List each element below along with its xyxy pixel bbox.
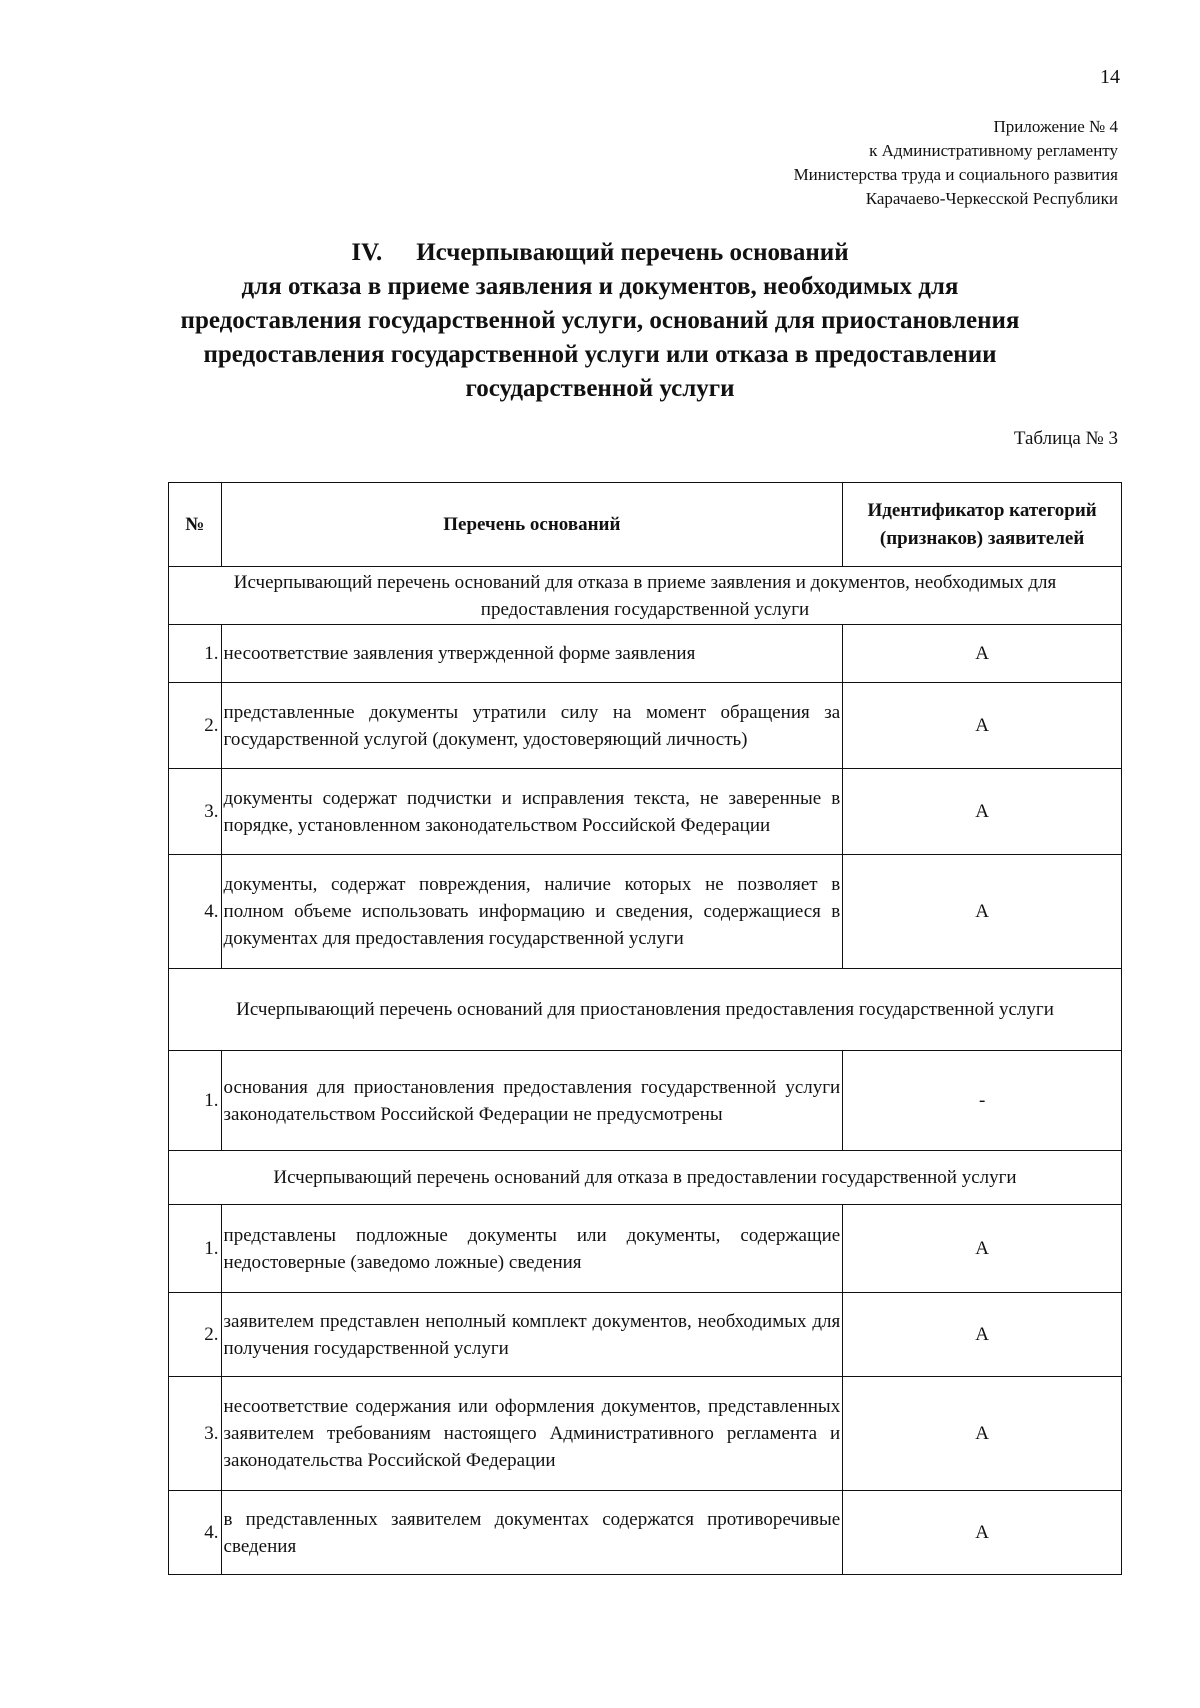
row-text: в представленных заявителем документах содержатся противоречивые сведения <box>221 1491 843 1575</box>
row-identifier: А <box>843 1377 1122 1491</box>
section-heading <box>110 236 1090 406</box>
row-identifier: А <box>843 769 1122 855</box>
row-identifier: А <box>843 1205 1122 1293</box>
section-title: Исчерпывающий перечень оснований для приостановления предоставления государственной услуги <box>169 969 1122 1051</box>
appendix-line-4: Карачаево-Черкесской Республики <box>865 189 1118 208</box>
table-row <box>169 1051 1122 1151</box>
table-row <box>169 1377 1122 1491</box>
heading-line-5: государственной услуги <box>465 375 735 402</box>
table-row <box>169 1205 1122 1293</box>
row-text: несоответствие содержания или оформления документов, представленных заявителем требованиям настоящего Административного регламента и законодательства Российской Федерации <box>221 1377 843 1491</box>
heading-line-4: предоставления государственной услуги или отказа в предоставлении <box>203 341 997 368</box>
row-text: заявителем представлен неполный комплект документов, необходимых для получения государственной услуги <box>221 1293 843 1377</box>
row-number: 3. <box>169 769 222 855</box>
section-title: Исчерпывающий перечень оснований для отказа в предоставлении государственной услуги <box>169 1151 1122 1205</box>
row-number: 4. <box>169 1491 222 1575</box>
grounds-table <box>168 482 1122 1575</box>
table-row <box>169 769 1122 855</box>
row-text: основания для приостановления предоставления государственной услуги законодательством Российской Федерации не предусмотрены <box>221 1051 843 1151</box>
row-identifier: А <box>843 625 1122 683</box>
row-number: 1. <box>169 1205 222 1293</box>
appendix-line-3: Министерства труда и социального развития <box>793 165 1118 184</box>
header-row <box>169 483 1122 567</box>
row-identifier: - <box>843 1051 1122 1151</box>
row-number: 1. <box>169 1051 222 1151</box>
table-row <box>169 1491 1122 1575</box>
row-text: представлены подложные документы или документы, содержащие недостоверные (заведомо ложные) сведения <box>221 1205 843 1293</box>
header-applicant-category: Идентификатор категорий (признаков) заявителей <box>843 483 1122 567</box>
heading-line-2: для отказа в приеме заявления и документов, необходимых для <box>241 273 959 300</box>
heading-line-3: предоставления государственной услуги, оснований для приостановления <box>180 307 1020 334</box>
heading-line-1: Исчерпывающий перечень оснований <box>416 239 849 266</box>
appendix-line-1: Приложение № 4 <box>993 117 1118 136</box>
row-text: несоответствие заявления утвержденной форме заявления <box>221 625 843 683</box>
header-number: № <box>169 483 222 567</box>
row-number: 2. <box>169 1293 222 1377</box>
section-title: Исчерпывающий перечень оснований для отказа в приеме заявления и документов, необходимых для предоставления государственной услуги <box>169 567 1122 625</box>
section-row <box>169 567 1122 625</box>
appendix-reference <box>598 115 1118 211</box>
section-row <box>169 969 1122 1051</box>
table-label: Таблица № 3 <box>1013 428 1118 449</box>
table-row <box>169 855 1122 969</box>
table-row <box>169 683 1122 769</box>
row-identifier: А <box>843 855 1122 969</box>
row-number: 2. <box>169 683 222 769</box>
row-text: документы содержат подчистки и исправления текста, не заверенные в порядке, установленном законодательством Российской Федерации <box>221 769 843 855</box>
table-row <box>169 625 1122 683</box>
section-row <box>169 1151 1122 1205</box>
row-identifier: А <box>843 1293 1122 1377</box>
row-number: 1. <box>169 625 222 683</box>
section-number: IV. <box>351 239 383 266</box>
row-identifier: А <box>843 1491 1122 1575</box>
row-number: 3. <box>169 1377 222 1491</box>
row-text: представленные документы утратили силу на момент обращения за государственной услугой (документ, удостоверяющий личность) <box>221 683 843 769</box>
row-text: документы, содержат повреждения, наличие которых не позволяет в полном объеме использовать информацию и сведения, содержащиеся в документах для предоставления государственной услуги <box>221 855 843 969</box>
header-grounds-list: Перечень оснований <box>221 483 843 567</box>
row-number: 4. <box>169 855 222 969</box>
appendix-line-2: к Административному регламенту <box>869 141 1118 160</box>
table-row <box>169 1293 1122 1377</box>
page-number: 14 <box>1100 66 1120 88</box>
row-identifier: А <box>843 683 1122 769</box>
